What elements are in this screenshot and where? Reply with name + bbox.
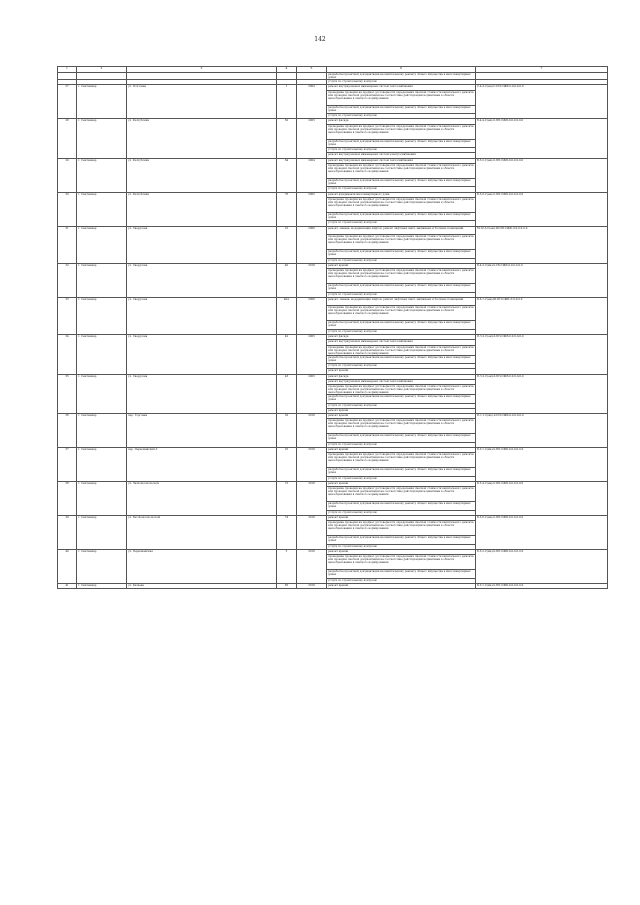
- street-cell: ул. Эн.Комсомольской: [127, 482, 277, 516]
- street-cell: ул. Республики: [127, 119, 277, 158]
- work-item: разработка проектной документации на капитальному ремонту общего имущества в многоквартирных домах: [327, 570, 476, 579]
- work-item: разработка проектной документации на капитальному ремонту общего имущества в многоквартирных домах: [327, 321, 476, 330]
- city-cell: г. Сыктывкар: [77, 263, 127, 297]
- street-cell: ул. Республики: [127, 158, 277, 192]
- work-item: проведение проверки на предмет достоверности определения сметной стоимости капитального ремонта или проверки сметной документации на соответствие действующим нормативам в области ценообразования в сметного нормирования: [327, 453, 476, 468]
- empty-cell: [277, 73, 297, 80]
- work-item: услуги по строительному контролю: [327, 578, 476, 583]
- work-item: услуги по строительному контролю: [327, 148, 476, 153]
- work-item: проведение проверки на предмет достоверности определения сметной стоимости капитального ремонта или проверки сметной документации на соответствие действующим нормативам в области ценообразования в сметного нормирования: [327, 197, 476, 212]
- code-cell: Б-5-2-С(мк)-0-ПП-СЖБ-0-0-0-0-0-0: [476, 550, 608, 584]
- city-cell: г. Сыктывкар: [77, 119, 127, 158]
- row-number: 27: [58, 85, 77, 119]
- house-cell: 25: [277, 448, 297, 482]
- code-cell: Б-3-1-С(мк)-0-ПП-СЖБ-0-0-0-0-0-0: [476, 584, 608, 589]
- row-number: 38: [58, 482, 77, 516]
- row-number: 30: [58, 192, 77, 226]
- street-cell: пер. Торговая: [127, 414, 277, 448]
- header-cell: 1: [58, 67, 77, 73]
- work-item: ремонт крыши: [327, 414, 476, 419]
- work-item: ремонт крыши: [327, 550, 476, 555]
- work-item: услуги по строительному контролю: [327, 292, 476, 297]
- work-item: разработка проектной документации на капитальному ремонту общего имущества в многоквартирных домах: [327, 105, 476, 114]
- house-cell: 1: [277, 85, 297, 119]
- work-item: проведение проверки на предмет достоверности определения сметной стоимости капитального ремонта или проверки сметной документации на соответствие действующим нормативам в области ценообразования в сметного нормирования: [327, 487, 476, 502]
- street-cell: ул. Почтовая: [127, 85, 277, 119]
- work-item: ремонт крыши: [327, 263, 476, 268]
- work-item: проведение проверки на предмет достоверности определения сметной стоимости капитального ремонта или проверки сметной документации на соответствие действующим нормативам в области ценообразования в сметного нормирования: [328, 345, 474, 355]
- header-cell: 5: [297, 67, 327, 73]
- row-number: 39: [58, 516, 77, 550]
- empty-cell: [297, 73, 327, 80]
- house-cell: 32: [277, 414, 297, 448]
- work-item: услуги по строительному контролю: [327, 442, 476, 447]
- house-cell: 40А: [277, 297, 297, 334]
- empty-cell: [58, 73, 77, 80]
- house-cell: 72: [277, 482, 297, 516]
- street-cell: ул. Свердлова: [127, 263, 277, 297]
- city-cell: г. Сыктывкар: [77, 297, 127, 334]
- work-item: ремонт внутридомовых инженерных систем электроснабжения: [327, 153, 476, 158]
- code-cell: Б-5-6-С(ем)-0-ПП-СЖБ-0-0-0-0-0-0: [476, 516, 608, 550]
- year-cell: 2004: [297, 85, 327, 119]
- city-cell: г. Сыктывкар: [77, 226, 127, 263]
- work-item: ремонт, замена, модернизация лифтов, ремонт лифтовых шахт, машинных и блочных помещений: [327, 226, 476, 235]
- year-cell: 2003: [297, 374, 327, 414]
- street-cell: ул. Свердлова: [127, 374, 277, 414]
- empty-cell: [77, 73, 127, 80]
- city-cell: г. Сыктывкар: [77, 482, 127, 516]
- empty-cell: [127, 73, 277, 80]
- row-number: 41: [58, 584, 77, 589]
- work-item: ремонт, замена, модернизация лифтов, ремонт лифтовых шахт, машинных и блочных помещений: [327, 297, 476, 306]
- year-cell: 2004: [297, 158, 327, 192]
- work-item: услуги по строительному контролю: [327, 476, 476, 481]
- work-item: ремонт внутридомовых инженерных систем теплоснабжения: [327, 340, 476, 345]
- work-item: разработка проектной документации на капитальному ремонту общего имущества в многоквартирных домах: [327, 355, 476, 364]
- house-cell: 43: [277, 374, 297, 414]
- work-item: услуги по строительному контролю: [327, 403, 476, 408]
- year-cell: 2018: [297, 448, 327, 482]
- year-cell: 2002: [297, 192, 327, 226]
- work-item: ремонт фасада: [327, 374, 476, 379]
- code-cell: П-5-2-С(ем)-0-ПП-СЖБ-0-0-0-0-0-0: [476, 374, 608, 414]
- work-item: услуги по строительному контролю: [327, 187, 476, 192]
- city-cell: г. Сыктывкар: [77, 158, 127, 192]
- work-item: разработка проектной документации на капитальному ремонту общего имущества в многоквартирных домах: [327, 434, 476, 443]
- work-item: ремонт фасада: [327, 119, 476, 124]
- work-item: проведение проверки на предмет достоверности определения сметной стоимости капитального ремонта или проверки сметной документации на соответствие действующим нормативам в области ценообразования в сметного нормирования: [327, 163, 476, 178]
- year-cell: 2018: [297, 414, 327, 448]
- work-item: услуги по строительному контролю: [327, 329, 476, 334]
- city-cell: г. Сыктывкар: [77, 414, 127, 448]
- row-number: 35: [58, 374, 77, 414]
- table-row: [58, 584, 608, 589]
- work-item: проведение проверки на предмет достоверности определения сметной стоимости капитального ремонта или проверки сметной документации на соответствие действующим нормативам в области ценообразования в сметного нормирования: [327, 419, 476, 434]
- row-number: 37: [58, 448, 77, 482]
- work-item: ремонт внутридомовых инженерных систем теплоснабжения: [327, 85, 476, 90]
- work-item: ремонт крыши: [327, 584, 476, 589]
- row-number: 29: [58, 158, 77, 192]
- house-cell: 62: [277, 119, 297, 158]
- header-cell: 7: [476, 67, 608, 73]
- header-cell: 2: [77, 67, 127, 73]
- code-cell: Б-4-3-С(мк)-0-СБ-СЖБ-0-0-0-0-0-0: [476, 263, 608, 297]
- work-item: услуги по строительному контролю: [327, 114, 476, 119]
- year-cell: 2005: [297, 119, 327, 158]
- row-number: 32: [58, 263, 77, 297]
- work-item: разработка проектной документации на капитальному ремонту общего имущества в многоквартирных домах: [327, 502, 476, 511]
- street-cell: ул. Республики: [127, 192, 277, 226]
- row-number: 28: [58, 119, 77, 158]
- street-cell: пер. Первомайский-3: [127, 448, 277, 482]
- row-number: 33: [58, 297, 77, 334]
- work-item: услуги по строительному контролю: [327, 544, 476, 549]
- work-item: проведение проверки на предмет достоверности определения сметной стоимости капитального ремонта или проверки сметной документации на соответствие действующим нормативам в области ценообразования в сметного нормирования: [328, 385, 474, 395]
- code-cell: Б-3-1-С(мк)-0-ПП-СЖБ-0-0-0-0-0-0: [476, 448, 608, 482]
- work-item: услуги по строительному контролю: [327, 258, 476, 263]
- work-item: проведение проверки на предмет достоверности определения сметной стоимости капитального ремонта или проверки сметной документации на соответствие действующим нормативам в области ценообразования в сметного нормирования: [327, 555, 476, 570]
- year-cell: 2018: [297, 263, 327, 297]
- row-number: 36: [58, 414, 77, 448]
- work-item: ремонт фундамента многоквартирного дома: [327, 192, 476, 197]
- street-cell: ул. Бет.Комсомольской: [127, 516, 277, 550]
- year-cell: 2018: [297, 550, 327, 584]
- empty-cell: [476, 73, 608, 80]
- code-cell: М-10-5-С(ем)-Ш-ПП-СЖБ-Л-0-0-0-0-0: [476, 226, 608, 263]
- year-cell: 2006: [297, 226, 327, 263]
- work-item: разработка проектной документации на капитальному ремонту общего имущества в многоквартирных домах: [327, 395, 476, 404]
- work-item: ремонт внутридомовых инженерных систем теплоснабжения: [327, 158, 476, 163]
- house-cell: 74: [277, 516, 297, 550]
- year-cell: 2018: [297, 516, 327, 550]
- year-cell: 2008: [297, 297, 327, 334]
- work-item: ремонт внутридомовых инженерных систем теплоснабжения: [327, 379, 476, 384]
- city-cell: г. Сыктывкар: [77, 85, 127, 119]
- city-cell: г. Сыктывкар: [77, 448, 127, 482]
- continuation-row: [58, 73, 608, 80]
- row-number: 31: [58, 226, 77, 263]
- code-cell: Б-5-2-С(ем)-0-ПП-СЖБ-0-0-0-0-0-0: [476, 158, 608, 192]
- work-item: разработка проектной документации на капитальному ремонту общего имущества в многоквартирных домах: [327, 139, 476, 148]
- table-row: [58, 297, 608, 306]
- work-item: проведение проверки на предмет достоверности определения сметной стоимости капитального ремонта или проверки сметной документации на соответствие действующим нормативам в области ценообразования в сметного нормирования: [327, 521, 476, 536]
- work-item: разработка проектной документации на капитальному ремонту общего имущества в многоквартирных домах: [327, 212, 476, 221]
- house-cell: 10: [277, 226, 297, 263]
- header-cell: 6: [327, 67, 476, 73]
- code-cell: С-4-3-С(ем)-С-ПП-СЖБ-0-0-0-0-0-0: [476, 85, 608, 119]
- city-cell: г. Сыктывкар: [77, 374, 127, 414]
- year-cell: 2005: [297, 335, 327, 375]
- work-item: ремонт крыши: [327, 448, 476, 453]
- work-item: ремонт крыши: [327, 369, 476, 374]
- work-item: услуги по строительному контролю: [327, 364, 476, 369]
- house-cell: 42: [277, 335, 297, 375]
- work-item: услуги по строительному контролю: [327, 510, 476, 515]
- work-item: разработка проектной документации на капитальному ремонту общего имущества в многоквартирных домах: [327, 536, 476, 545]
- code-cell: Б-4-4-С(ем)-0-ПП-СЖБ-0-0-0-0-0-0: [476, 119, 608, 158]
- table-row: [58, 226, 608, 235]
- city-cell: г. Сыктывкар: [77, 335, 127, 375]
- house-cell: 64: [277, 158, 297, 192]
- house-cell: 65: [277, 584, 297, 589]
- page-number: 142: [314, 36, 326, 43]
- code-cell: Б-6-1-С(ем)-Ш-ПП-СЖБ-Л-0-0-0-0: [476, 297, 608, 334]
- header-cell: 3: [127, 67, 277, 73]
- street-cell: ул. Свердлова: [127, 297, 277, 334]
- house-cell: 76: [277, 192, 297, 226]
- city-cell: г. Сыктывкар: [77, 550, 127, 584]
- street-cell: ул. Свердлова: [127, 335, 277, 375]
- code-cell: П-5-2-С(ем)-0-ПП-СЖБ-0-0-0-0-0-0: [476, 335, 608, 375]
- work-item: проведение проверки на предмет достоверности определения сметной стоимости капитального ремонта или проверки сметной документации на соответствие действующим нормативам в области ценообразования в сметного нормирования: [327, 124, 476, 139]
- code-cell: Б-5-0-С(ем)-0-ПП-СЖБ-0-0-0-0-0-0: [476, 192, 608, 226]
- street-cell: ул. Свердлова: [127, 226, 277, 263]
- work-item: ремонт крыши: [327, 408, 476, 413]
- work-item: проведение проверки на предмет достоверности определения сметной стоимости капитального ремонта или проверки сметной документации на соответствие действующим нормативам в области ценообразования в сметного нормирования: [327, 90, 476, 105]
- work-item: разработка проектной документации на капитальному ремонту общего имущества в многоквартирных домах: [327, 73, 476, 80]
- register-table: [57, 66, 608, 589]
- street-cell: ул. Первомайская: [127, 550, 277, 584]
- house-cell: 5: [277, 550, 297, 584]
- header-cell: 4: [277, 67, 297, 73]
- work-item: разработка проектной документации на капитальному ремонту общего имущества в многоквартирных домах: [327, 178, 476, 187]
- city-cell: г. Сыктывкар: [77, 584, 127, 589]
- work-item: ремонт фасада: [327, 335, 476, 340]
- work-item: услуги по строительному контролю: [327, 80, 476, 85]
- work-item: разработка проектной документации на капитальному ремонту общего имущества в многоквартирных домах: [327, 284, 476, 293]
- city-cell: г. Сыктывкар: [77, 192, 127, 226]
- row-number: 34: [58, 335, 77, 375]
- year-cell: 2018: [297, 482, 327, 516]
- street-cell: ул. Катаева: [127, 584, 277, 589]
- work-item: проведение проверки на предмет достоверности определения сметной стоимости капитального ремонта или проверки сметной документации на соответствие действующим нормативам в области ценообразования в сметного нормирования: [327, 269, 476, 284]
- code-cell: Б-5-4-С(ем)-0-ПП-СЖБ-0-0-0-0-0-0: [476, 482, 608, 516]
- row-number: 40: [58, 550, 77, 584]
- work-item: разработка проектной документации на капитальному ремонту общего имущества в многоквартирных домах: [327, 468, 476, 477]
- code-cell: П-1-1-С(мк)-0-ПП-СЖБ-0-0-0-0-0-0: [476, 414, 608, 448]
- work-item: услуги по строительному контролю: [327, 221, 476, 226]
- work-item: проведение проверки на предмет достоверности определения сметной стоимости капитального ремонта или проверки сметной документации на соответствие действующим нормативам в области ценообразования в сметного нормирования: [327, 306, 476, 321]
- work-item: ремонт крыши: [327, 482, 476, 487]
- house-cell: 40: [277, 263, 297, 297]
- work-item: ремонт крыши: [327, 516, 476, 521]
- city-cell: г. Сыктывкар: [77, 516, 127, 550]
- work-item: разработка проектной документации на капитальному ремонту общего имущества в многоквартирных домах: [327, 250, 476, 259]
- work-item: проведение проверки на предмет достоверности определения сметной стоимости капитального ремонта или проверки сметной документации на соответствие действующим нормативам в области ценообразования в сметного нормирования: [327, 235, 476, 250]
- year-cell: 2018: [297, 584, 327, 589]
